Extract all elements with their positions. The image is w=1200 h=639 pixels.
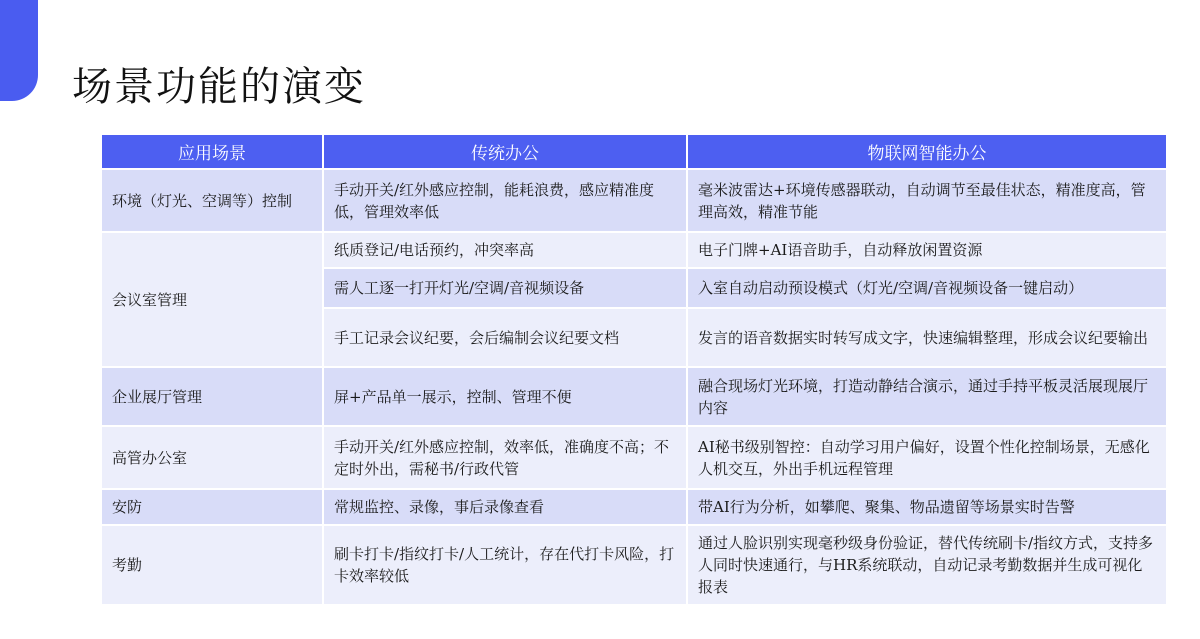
iot-cell: AI秘书级别智控：自动学习用户偏好，设置个性化控制场景，无感化人机交互，外出手机远程管理 — [688, 427, 1166, 488]
traditional-cell: 手动开关/红外感应控制，能耗浪费，感应精准度低，管理效率低 — [324, 170, 686, 231]
iot-cell: 带AI行为分析，如攀爬、聚集、物品遗留等场景实时告警 — [688, 490, 1166, 524]
traditional-cell: 需人工逐一打开灯光/空调/音视频设备 — [324, 269, 686, 307]
table-row — [102, 526, 1166, 604]
header-scene: 应用场景 — [102, 135, 322, 168]
scene-cell: 考勤 — [102, 526, 322, 604]
traditional-cell: 纸质登记/电话预约，冲突率高 — [324, 233, 686, 267]
scene-cell: 安防 — [102, 490, 322, 524]
table-header-row — [102, 135, 1166, 168]
scene-cell: 会议室管理 — [102, 233, 322, 366]
scene-cell: 环境（灯光、空调等）控制 — [102, 170, 322, 231]
iot-cell: 毫米波雷达+环境传感器联动，自动调节至最佳状态，精准度高，管理高效，精准节能 — [688, 170, 1166, 231]
traditional-cell: 手动开关/红外感应控制，效率低，准确度不高；不定时外出，需秘书/行政代管 — [324, 427, 686, 488]
scene-cell: 企业展厅管理 — [102, 368, 322, 425]
iot-cell: 通过人脸识别实现毫秒级身份验证，替代传统刷卡/指纹方式，支持多人同时快速通行，与HR系统联动，自动记录考勤数据并生成可视化报表 — [688, 526, 1166, 604]
header-iot: 物联网智能办公 — [688, 135, 1166, 168]
traditional-cell: 常规监控、录像，事后录像查看 — [324, 490, 686, 524]
table-row — [102, 233, 1166, 267]
page-title: 场景功能的演变 — [72, 64, 366, 110]
comparison-table — [100, 133, 1168, 606]
iot-cell: 融合现场灯光环境，打造动静结合演示，通过手持平板灵活展现展厅内容 — [688, 368, 1166, 425]
iot-cell: 电子门牌+AI语音助手，自动释放闲置资源 — [688, 233, 1166, 267]
iot-cell: 发言的语音数据实时转写成文字，快速编辑整理，形成会议纪要输出 — [688, 309, 1166, 366]
traditional-cell: 手工记录会议纪要，会后编制会议纪要文档 — [324, 309, 686, 366]
corner-accent — [0, 0, 38, 101]
table-row — [102, 170, 1166, 231]
table-row — [102, 368, 1166, 425]
traditional-cell: 屏+产品单一展示，控制、管理不便 — [324, 368, 686, 425]
header-traditional: 传统办公 — [324, 135, 686, 168]
iot-cell: 入室自动启动预设模式（灯光/空调/音视频设备一键启动） — [688, 269, 1166, 307]
table-row — [102, 427, 1166, 488]
table-row — [102, 490, 1166, 524]
traditional-cell: 刷卡打卡/指纹打卡/人工统计，存在代打卡风险，打卡效率较低 — [324, 526, 686, 604]
scene-cell: 高管办公室 — [102, 427, 322, 488]
